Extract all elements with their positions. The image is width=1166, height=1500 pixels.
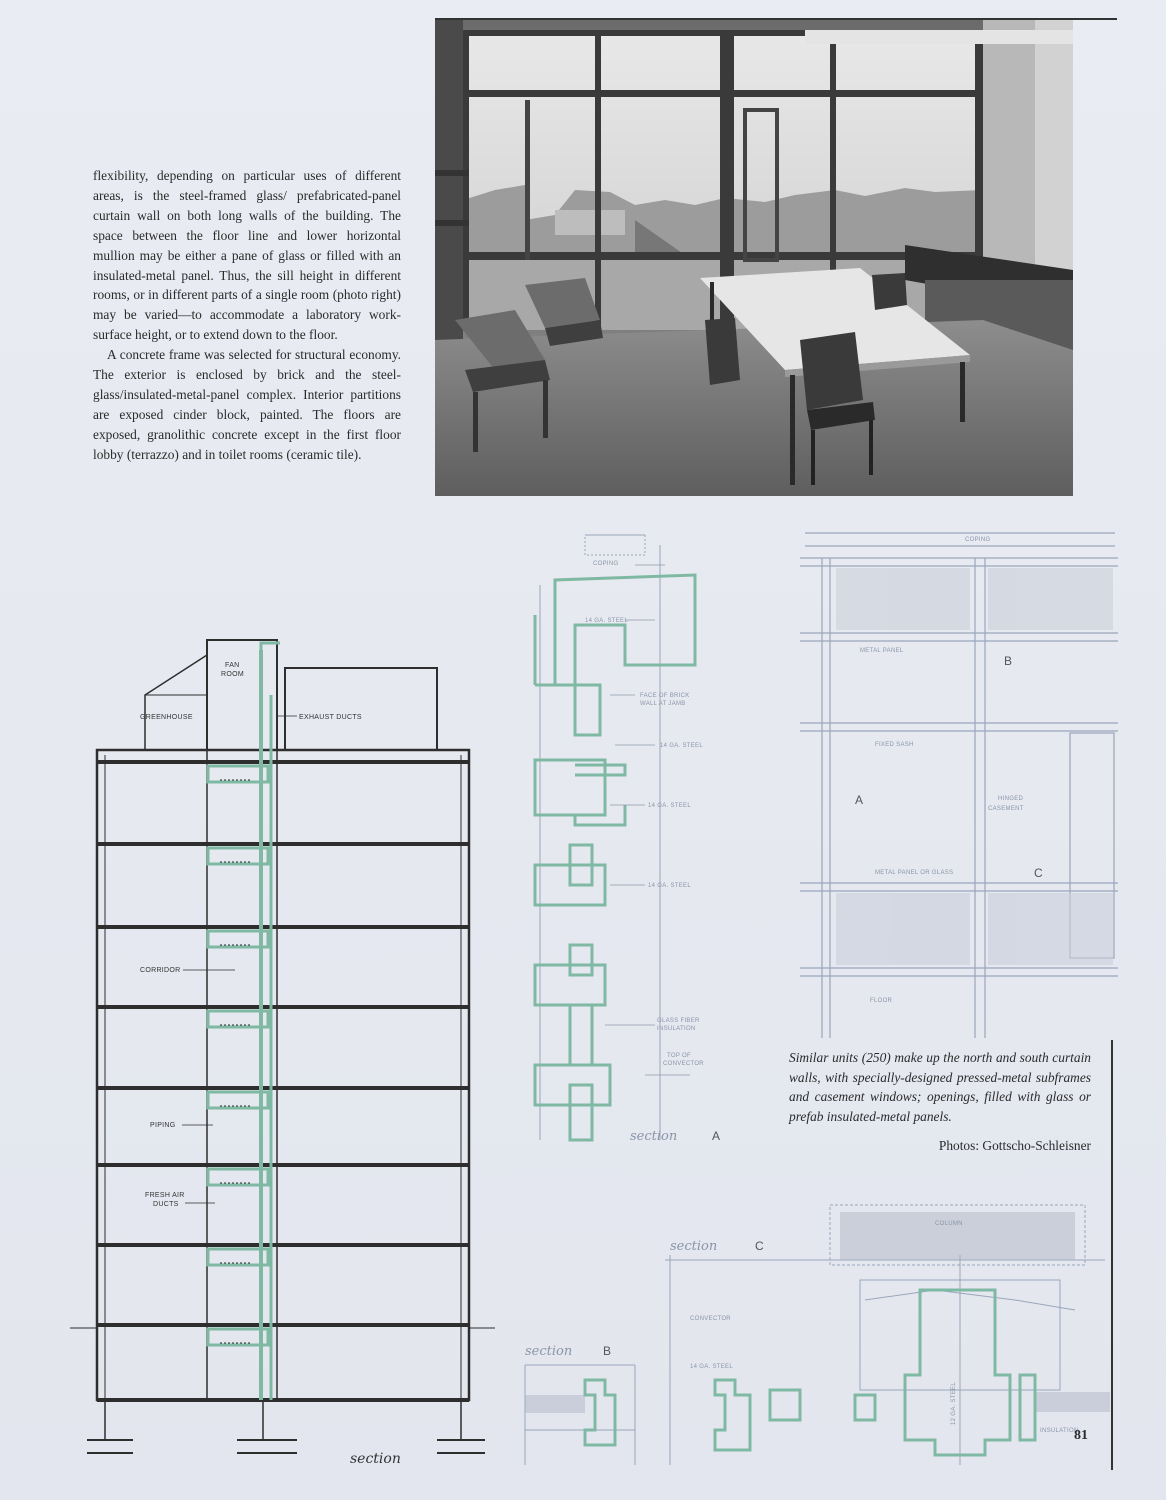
elev-marker-a: A bbox=[855, 793, 864, 807]
sa-label-glass-fiber-1: GLASS FIBER bbox=[657, 1018, 700, 1024]
section-c-title: section bbox=[670, 1239, 718, 1254]
building-section-title: section bbox=[350, 1451, 401, 1467]
elev-label-casement: CASEMENT bbox=[988, 806, 1024, 812]
section-b-title: section bbox=[525, 1344, 573, 1359]
label-ducts: DUCTS bbox=[153, 1201, 179, 1208]
sb-label-ga-steel: 14 GA. STEEL bbox=[690, 1364, 733, 1370]
elev-label-coping: COPING bbox=[965, 537, 991, 543]
sa-label-ga-steel-3: 14 GA. STEEL bbox=[648, 803, 691, 809]
elev-label-metal-panel-or-glass: METAL PANEL OR GLASS bbox=[875, 870, 954, 876]
elev-label-metal-panel: METAL PANEL bbox=[860, 648, 904, 654]
elev-marker-b: B bbox=[1004, 654, 1013, 668]
page-number: 81 bbox=[1074, 1428, 1088, 1443]
label-fan: FAN bbox=[225, 662, 240, 669]
label-greenhouse: GREENHOUSE bbox=[140, 714, 193, 721]
label-corridor: CORRIDOR bbox=[140, 967, 181, 974]
sa-label-top-of: TOP OF bbox=[667, 1053, 691, 1059]
section-b-c-svg bbox=[515, 1200, 1115, 1470]
section-b-c-drawing bbox=[515, 1200, 1115, 1470]
interior-photograph bbox=[435, 20, 1073, 496]
sa-label-coping: COPING bbox=[593, 561, 619, 567]
elev-label-floor: FLOOR bbox=[870, 998, 893, 1004]
curtain-wall-elevation bbox=[800, 528, 1118, 1040]
sa-label-face-brick-2: WALL AT JAMB bbox=[640, 701, 686, 707]
sa-label-convector: CONVECTOR bbox=[663, 1061, 704, 1067]
paragraph-2: A concrete frame was selected for structural economy. The exterior is enclosed by brick and the steel-glass/insulated-metal-panel complex. Interior partitions are exposed cinder block, painted. The floors are exposed, granolithic concrete except in the first floor lobby (terrazzo) and in toilet rooms (ceramic tile). bbox=[93, 347, 401, 462]
building-section-drawing bbox=[65, 635, 505, 1475]
building-section-svg bbox=[65, 635, 505, 1475]
section-c-letter: C bbox=[755, 1239, 764, 1253]
elevation-svg bbox=[800, 528, 1118, 1040]
sa-label-glass-fiber-2: INSULATION bbox=[657, 1026, 696, 1032]
section-a-letter: A bbox=[712, 1129, 721, 1143]
label-piping: PIPING bbox=[150, 1122, 176, 1129]
elev-label-fixed-sash: FIXED SASH bbox=[875, 742, 914, 748]
sa-label-ga-steel-1: 14 GA. STEEL bbox=[585, 618, 628, 624]
interior-photo-drawing bbox=[435, 20, 1073, 496]
label-room: ROOM bbox=[221, 671, 244, 678]
sc-label-insulation: INSULATION bbox=[1040, 1428, 1079, 1434]
sc-label-convector: CONVECTOR bbox=[690, 1316, 731, 1322]
photo-caption: Similar units (250) make up the north and south curtain walls, with specially-designed pressed-metal subframes and casement windows; openings, filled with glass or prefab insulated-metal panels. bbox=[789, 1050, 1091, 1124]
label-exhaust-ducts: EXHAUST DUCTS bbox=[299, 714, 362, 721]
sa-label-face-brick-1: FACE OF BRICK bbox=[640, 693, 690, 699]
elev-marker-c: C bbox=[1034, 866, 1043, 880]
section-b-letter: B bbox=[603, 1344, 612, 1358]
sa-label-ga-steel-4: 14 GA. STEEL bbox=[648, 883, 691, 889]
sc-label-column: COLUMN bbox=[935, 1221, 963, 1227]
section-a-title: section bbox=[630, 1129, 678, 1144]
article-text bbox=[93, 166, 401, 465]
sa-label-ga-steel-2: 14 GA. STEEL bbox=[660, 743, 703, 749]
section-a-drawing bbox=[515, 525, 770, 1145]
photo-credit: Photos: Gottscho-Schleisner bbox=[938, 1138, 1091, 1153]
paragraph-1: flexibility, depending on particular uses of different areas, is the steel-framed glass/ prefabricated-panel curtain wall on both long walls of the building. The space between the floor line and lower horizontal mullion may be either a pane of glass or filled with an insulated-metal panel. Thus, the sill height in different rooms, or in different parts of a single room (photo right) may be varied—to accommodate a laboratory work-surface height, or to extend down to the floor. bbox=[93, 168, 401, 343]
label-fresh-air: FRESH AIR bbox=[145, 1192, 185, 1199]
sc-label-ga-steel: 12 GA. STEEL bbox=[951, 1382, 957, 1425]
elev-label-hinged: HINGED bbox=[998, 796, 1024, 802]
section-a-svg bbox=[515, 525, 770, 1145]
